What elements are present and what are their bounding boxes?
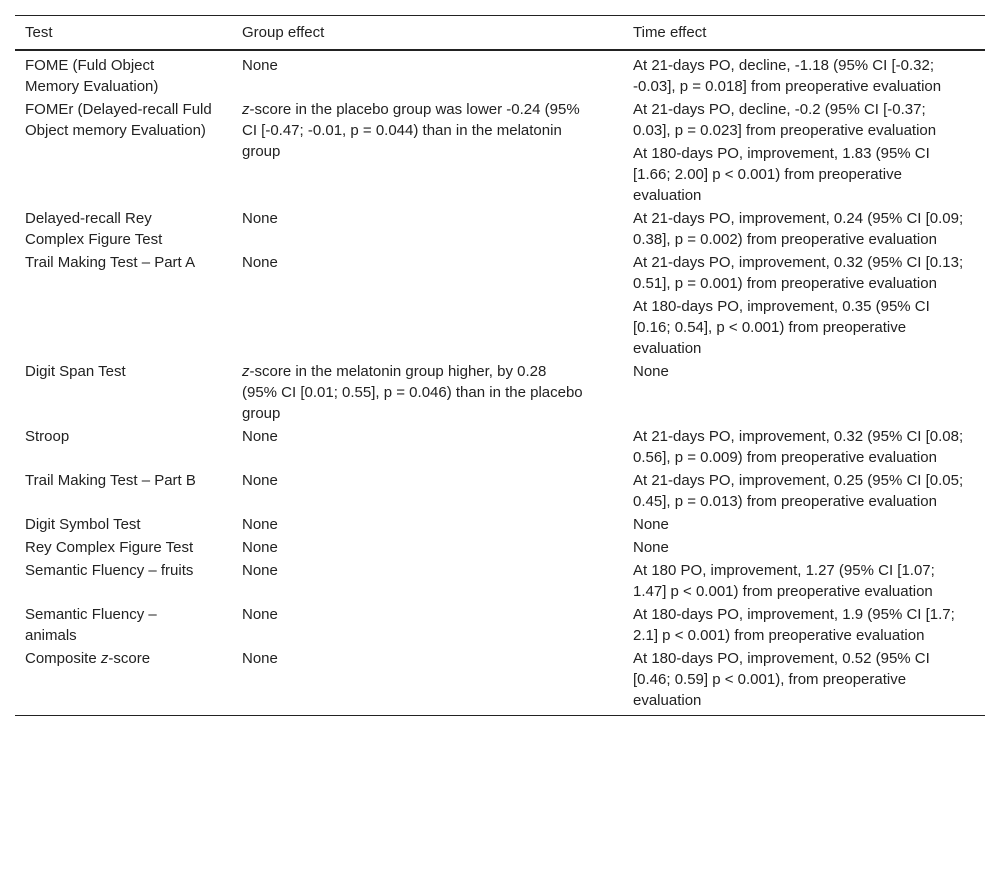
table-row [15, 425, 985, 469]
test-name: Delayed-recall Rey Complex Figure Test [25, 210, 163, 248]
results-table [15, 15, 985, 716]
time-effect-text: At 21-days PO, improvement, 0.25 (95% CI [0.05; 0.45], p = 0.013) from preoperative evaluation [633, 472, 964, 510]
cell-test [15, 647, 232, 716]
time-effect-text: None [633, 363, 669, 380]
cell-time-effect [623, 536, 985, 559]
time-effect-text: At 21-days PO, decline, -1.18 (95% CI [-0.32; -0.03], p = 0.018] from preoperative evaluation [633, 57, 942, 95]
z-italic: z [100, 650, 109, 667]
cell-time-effect [623, 469, 985, 513]
time-effect-text: At 180-days PO, improvement, 1.9 (95% CI [1.7; 2.1] p < 0.001) from preoperative evaluation [633, 606, 955, 644]
group-effect-text [242, 99, 583, 162]
test-name: Digit Span Test [25, 363, 126, 380]
cell-group-effect [232, 50, 623, 98]
header-group-effect: Group effect [232, 16, 623, 51]
table-row [15, 603, 985, 647]
header-time-effect: Time effect [623, 16, 985, 51]
test-name: Stroop [25, 428, 70, 445]
cell-group-effect [232, 559, 623, 603]
time-effect-text: At 180-days PO, improvement, 0.52 (95% CI [0.46; 0.59] p < 0.001), from preoperative evaluation [633, 650, 930, 709]
time-effect-text: At 180 PO, improvement, 1.27 (95% CI [1.07; 1.47] p < 0.001) from preoperative evaluation [633, 562, 935, 600]
test-name: Digit Symbol Test [25, 516, 141, 533]
cell-test [15, 513, 232, 536]
cell-group-effect [232, 513, 623, 536]
header-row [15, 16, 985, 51]
cell-test [15, 207, 232, 251]
test-name: Trail Making Test – Part A [25, 254, 196, 271]
cell-group-effect [232, 469, 623, 513]
cell-time-effect [623, 425, 985, 469]
time-effect-text: At 21-days PO, improvement, 0.32 (95% CI [0.08; 0.56], p = 0.009) from preoperative evaluation [633, 428, 964, 466]
cell-test [15, 251, 232, 360]
cell-test [15, 425, 232, 469]
time-effect-text: At 21-days PO, decline, -0.2 (95% CI [-0.37; 0.03], p = 0.023] from preoperative evaluation [633, 101, 937, 139]
table-row [15, 559, 985, 603]
table-row [15, 536, 985, 559]
table-header [15, 16, 985, 51]
table-row [15, 647, 985, 716]
cell-group-effect [232, 647, 623, 716]
time-effect-text: At 180-days PO, improvement, 1.83 (95% CI [1.66; 2.00] p < 0.001) from preoperative evaluation [633, 145, 930, 204]
z-italic: z [242, 363, 250, 380]
cell-test [15, 536, 232, 559]
group-effect-text: None [242, 650, 278, 667]
cell-group-effect [232, 603, 623, 647]
cell-time-effect [623, 559, 985, 603]
cell-time-effect [623, 251, 985, 360]
table-row [15, 469, 985, 513]
cell-time-effect [623, 603, 985, 647]
time-effect-text: None [633, 516, 669, 533]
header-test: Test [15, 16, 232, 51]
cell-time-effect [623, 207, 985, 251]
cell-test [15, 469, 232, 513]
test-name-part: -score [108, 650, 151, 667]
cell-time-effect [623, 513, 985, 536]
cell-test [15, 360, 232, 425]
table-row [15, 360, 985, 425]
table-row [15, 251, 985, 360]
test-name: Semantic Fluency – animals [25, 606, 157, 644]
cell-test [15, 559, 232, 603]
cell-time-effect [623, 647, 985, 716]
cell-test [15, 603, 232, 647]
cell-group-effect [232, 98, 623, 207]
group-effect-text: None [242, 606, 278, 623]
table-row [15, 207, 985, 251]
test-name: FOME (Fuld Object Memory Evaluation) [25, 57, 159, 95]
cell-test [15, 98, 232, 207]
cell-time-effect [623, 50, 985, 98]
cell-time-effect [623, 98, 985, 207]
z-italic: z [242, 101, 250, 118]
group-effect-text: None [242, 562, 278, 579]
cell-group-effect [232, 536, 623, 559]
test-name: FOMEr (Delayed-recall Fuld Object memory Evaluation) [25, 101, 212, 139]
group-effect-rest: -score in the placebo group was lower -0.24 (95% CI [-0.47; -0.01, p = 0.044) than in the melatonin group [242, 101, 580, 160]
group-effect-text: None [242, 428, 278, 445]
cell-group-effect [232, 425, 623, 469]
time-effect-text: At 21-days PO, improvement, 0.32 (95% CI [0.13; 0.51], p = 0.001) from preoperative evaluation [633, 254, 964, 292]
cell-time-effect [623, 360, 985, 425]
time-effect-text: At 21-days PO, improvement, 0.24 (95% CI [0.09; 0.38], p = 0.002) from preoperative evaluation [633, 210, 964, 248]
group-effect-text: None [242, 254, 278, 271]
test-name: Trail Making Test – Part B [25, 472, 196, 489]
time-effect-text: At 180-days PO, improvement, 0.35 (95% CI [0.16; 0.54], p < 0.001) from preoperative evaluation [633, 298, 930, 357]
cell-group-effect [232, 251, 623, 360]
table-body [15, 50, 985, 716]
table-row [15, 50, 985, 98]
group-effect-text: None [242, 472, 278, 489]
group-effect-text: None [242, 516, 278, 533]
table-row [15, 98, 985, 207]
group-effect-text: None [242, 210, 278, 227]
time-effect-text: None [633, 539, 669, 556]
test-name-part: Composite [25, 650, 101, 667]
test-name: Semantic Fluency – fruits [25, 562, 194, 579]
group-effect-text [242, 361, 583, 424]
group-effect-text: None [242, 539, 278, 556]
cell-test [15, 50, 232, 98]
test-name: Rey Complex Figure Test [25, 539, 194, 556]
cell-group-effect [232, 207, 623, 251]
table-row [15, 513, 985, 536]
group-effect-rest: -score in the melatonin group higher, by 0.28 (95% CI [0.01; 0.55], p = 0.046) than in the placebo group [242, 363, 583, 422]
group-effect-text: None [242, 57, 278, 74]
test-name [25, 648, 212, 669]
cell-group-effect [232, 360, 623, 425]
